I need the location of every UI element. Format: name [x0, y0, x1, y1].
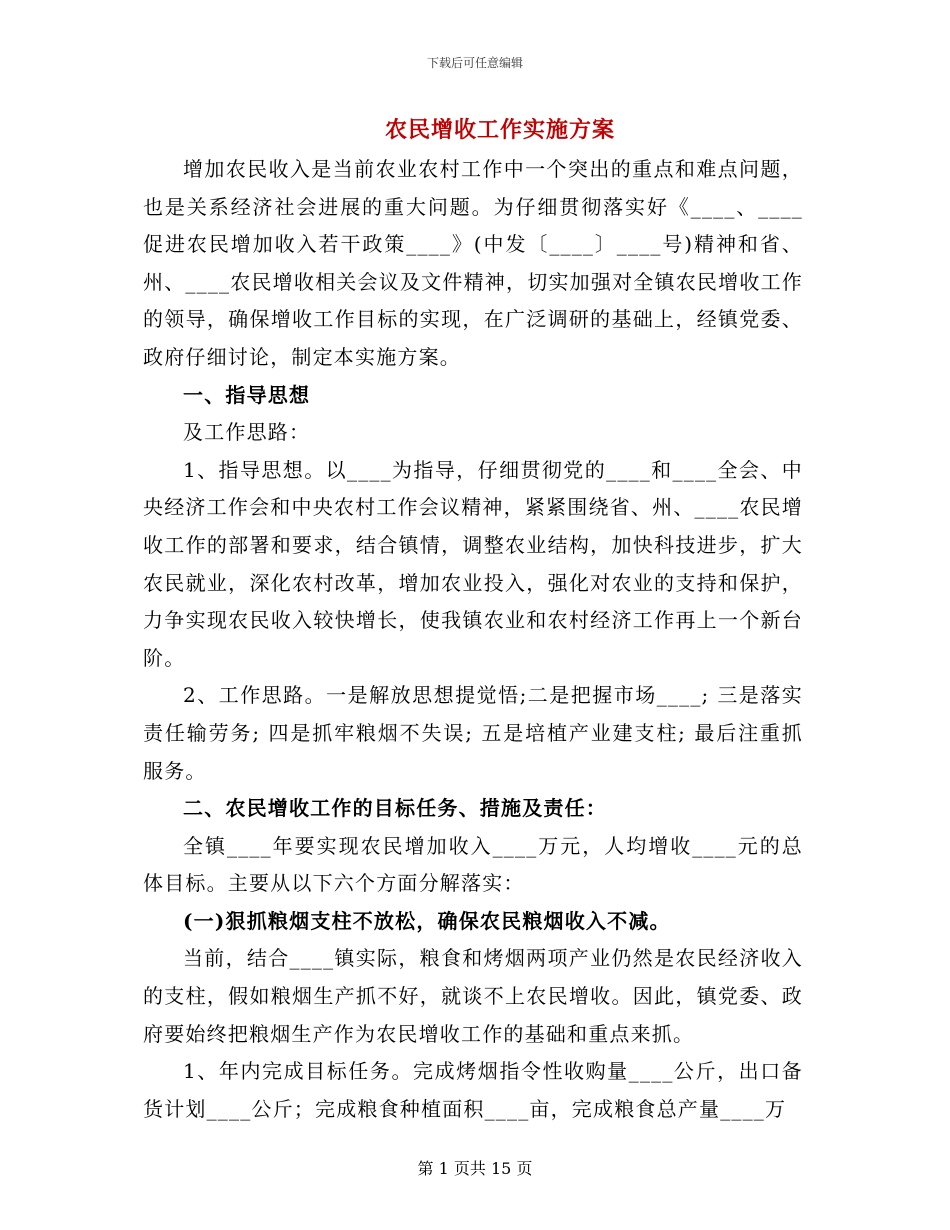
paragraph-overall-target: 全镇____年要实现农民增加收入____万元，人均增收____元的总体目标。主要从以下六个方面分解落实： — [143, 833, 803, 896]
paragraph-work-approach: 及工作思路： — [183, 420, 311, 445]
header-note: 下载后可任意编辑 — [426, 56, 523, 70]
paragraph-guiding-ideology: 1、指导思想。以____为指导，仔细贯彻党的____和____全会、中央经济工作会和中央农村工作会议精神，紧紧围绕省、州、____农民增收工作的部署和要求，结合镇情，调整农业结构，加快科技进步，扩大农民就业，深化农村改革，增加农业投入，强化对农业的支持和保护，力争实现农民收入较快增长，使我镇农业和农村经济工作再上一个新台阶。 — [143, 457, 803, 670]
paragraph-work-ideas: 2、工作思路。一是解放思想提觉悟;二是把握市场____; 三是落实责任输劳务; 四是抓牢粮烟不失误; 五是培植产业建支柱; 最后注重抓服务。 — [143, 683, 803, 783]
section-heading-guiding-ideology: 一、指导思想 — [183, 382, 311, 407]
subsection-heading-grain-tobacco: (一)狠抓粮烟支柱不放松，确保农民粮烟收入不减。 — [183, 908, 671, 933]
intro-paragraph: 增加农民收入是当前农业农村工作中一个突出的重点和难点问题，也是关系经济社会进展的重大问题。为仔细贯彻落实好《____、____促进农民增加收入若干政策____》(中发〔____〕____号)精神和省、州、____农民增收相关会议及文件精神，切实加强对全镇农民增收工作的领导，确保增收工作目标的实现，在广泛调研的基础上，经镇党委、政府仔细讨论，制定本实施方案。 — [143, 157, 803, 369]
paragraph-grain-tobacco: 当前，结合____镇实际，粮食和烤烟两项产业仍然是农民经济收入的支柱，假如粮烟生产抓不好，就谈不上农民增收。因此，镇党委、政府要始终把粮烟生产作为农民增收工作的基础和重点来抓。 — [143, 946, 803, 1046]
section-heading-targets: 二、农民增收工作的目标任务、措施及责任： — [183, 796, 607, 821]
page-footer: 第 1 页共 15 页 — [417, 1159, 533, 1178]
document-body — [143, 151, 803, 1128]
document-title: 农民增收工作实施方案 — [384, 117, 615, 143]
paragraph-annual-tasks: 1、年内完成目标任务。完成烤烟指令性收购量____公斤，出口备货计划____公斤；完成粮食种植面积____亩，完成粮食总产量____万 — [143, 1059, 803, 1121]
